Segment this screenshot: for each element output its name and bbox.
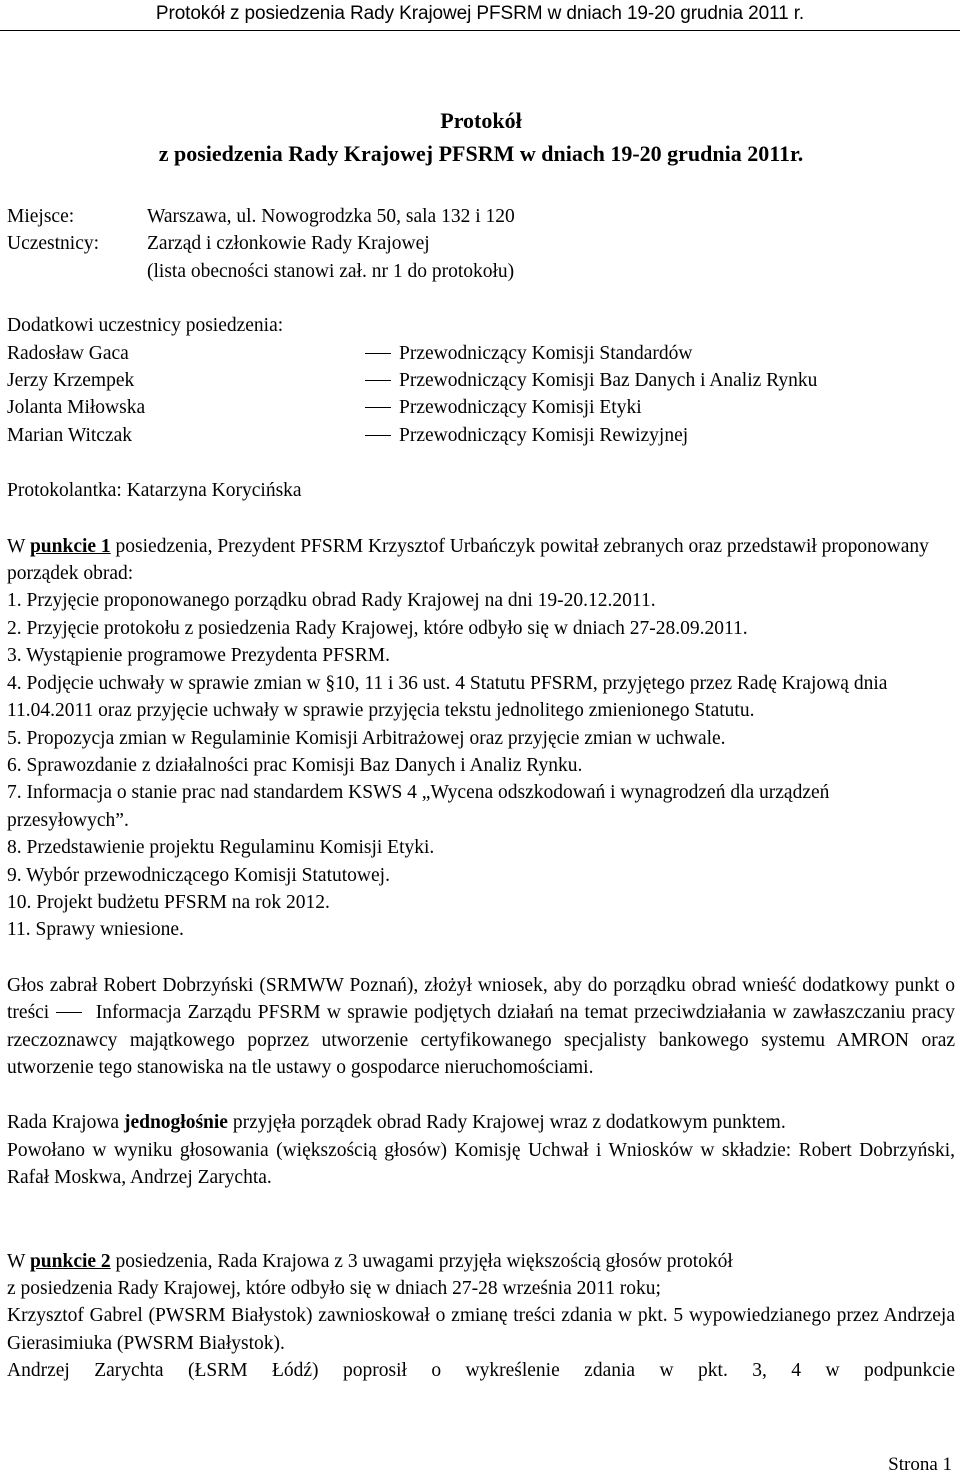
paragraph-dobrzynski: Głos zabrał Robert Dobrzyński (SRMWW Poznań), złożył wniosek, aby do porządku obrad wnieść dodatkowy punkt o treści Informacja Zarządu PFSRM w sprawie podjętych działań na temat przeciwdziałania w zawłaszczaniu pracy rzeczoznawcy majątkowego poprzez utworzenie certyfikowanego specjalisty bankowego systemu AMRON oraz utworzenie tego stanowiska na tle ustawy o gospodarce nieruchomościami.: [7, 974, 955, 1078]
agenda-item: 8. Przedstawienie projektu Regulaminu Komisji Etyki.: [7, 837, 435, 859]
agenda-list: [7, 587, 955, 943]
point2-intro: W punkcie 2 posiedzenia, Rada Krajowa z 3 uwagami przyjęła większością głosów protokół: [7, 1250, 733, 1272]
accept-bold: jednogłośnie: [123, 1112, 228, 1134]
place-row: [7, 203, 955, 230]
dash-icon: [365, 407, 391, 408]
document-body: [7, 104, 955, 1385]
agenda-item: 7. Informacja o stanie prac nad standardem KSWS 4 „Wycena odszkodowań i wynagrodzeń dla urządzeń przesyłowych”.: [7, 782, 830, 831]
person-name: Jolanta Miłowska: [7, 397, 146, 419]
agenda-item: 1. Przyjęcie proponowanego porządku obrad Rady Krajowej na dni 19-20.12.2011.: [7, 590, 656, 612]
additional-person: [7, 340, 955, 367]
point2-line2: z posiedzenia Rady Krajowej, które odbyło się w dniach 27-28 września 2011 roku;: [7, 1278, 661, 1299]
paragraph-zarychta: Andrzej Zarychta (ŁSRM Łódź) poprosił o wykreślenie zdania w pkt. 3, 4 w podpunkcie: [7, 1360, 955, 1382]
agenda-item: 2. Przyjęcie protokołu z posiedzenia Rady Krajowej, które odbyło się w dniach 27-28.09.2011.: [7, 617, 748, 639]
paragraph-commission: Powołano w wyniku głosowania (większością głosów) Komisję Uchwał i Wniosków w składzie: Robert Dobrzyński, Rafał Moskwa, Andrzej Zarychta.: [7, 1139, 955, 1189]
paragraph-gabrel: Krzysztof Gabrel (PWSRM Białystok) zawnioskował o zmianę treści zdania w pkt. 5 wypowiedzianego przez Andrzeja Gierasimiuka (PWSRM Białystok).: [7, 1305, 955, 1354]
page-number: Strona 1: [888, 1454, 952, 1475]
agenda-item: 11. Sprawy wniesione.: [7, 919, 184, 941]
participants-note: (lista obecności stanowi zał. nr 1 do protokołu): [147, 260, 515, 282]
participants-row: [7, 230, 955, 257]
point1-intro: [7, 533, 955, 588]
doc-title: Protokół: [440, 108, 522, 133]
person-role: Przewodniczący Komisji Baz Danych i Analiz Rynku: [399, 370, 818, 392]
agenda-item: 9. Wybór przewodniczącego Komisji Statutowej.: [7, 864, 390, 886]
place-label: Miejsce:: [7, 206, 75, 227]
dash-icon: [365, 435, 391, 436]
additional-person: [7, 367, 955, 394]
participants-value: Zarząd i członkowie Rady Krajowej: [147, 233, 430, 255]
person-name: Marian Witczak: [7, 424, 133, 446]
dash-icon: [56, 1012, 82, 1013]
point1-label: punkcie 1: [29, 535, 111, 557]
recorder: Protokolantka: Katarzyna Korycińska: [7, 480, 302, 502]
agenda-item: 3. Wystąpienie programowe Prezydenta PFSRM.: [7, 645, 390, 667]
person-role: Przewodniczący Komisji Etyki: [399, 397, 642, 419]
agenda-item: 5. Propozycja zmian w Regulaminie Komisji Arbitrażowej oraz przyjęcie zmian w uchwale.: [7, 727, 726, 749]
participants-note-row: [7, 258, 955, 285]
person-name: Radosław Gaca: [7, 342, 129, 364]
agenda-item: 6. Sprawozdanie z działalności prac Komisji Baz Danych i Analiz Rynku.: [7, 754, 583, 776]
paragraph-accept: Rada Krajowa jednogłośnie przyjęła porządek obrad Rady Krajowej wraz z dodatkowym punktem.: [7, 1112, 786, 1134]
person-name: Jerzy Krzempek: [7, 370, 135, 392]
agenda-item: 4. Podjęcie uchwały w sprawie zmian w §10, 11 i 36 ust. 4 Statutu PFSRM, przyjętego przez Radę Krajową dnia 11.04.2011 oraz przyjęcie uchwały w sprawie przyjęcia tekstu jednolitego zmienionego Statutu.: [7, 672, 888, 722]
point2-label: punkcie 2: [29, 1250, 111, 1272]
additional-person: [7, 422, 955, 449]
doc-subtitle: z posiedzenia Rady Krajowej PFSRM w dniach 19-20 grudnia 2011r.: [158, 141, 804, 166]
agenda-item: 10. Projekt budżetu PFSRM na rok 2012.: [7, 891, 330, 913]
participants-label: Uczestnicy:: [7, 233, 100, 255]
additional-person: [7, 394, 955, 421]
additional-heading: Dodatkowi uczestnicy posiedzenia:: [7, 315, 284, 337]
point1-pre: W: [7, 535, 30, 557]
running-header: Protokół z posiedzenia Rady Krajowej PFSRM w dniach 19-20 grudnia 2011 r.: [0, 0, 960, 31]
dash-icon: [365, 380, 391, 381]
place-value: Warszawa, ul. Nowogrodzka 50, sala 132 i 120: [147, 206, 515, 227]
dash-icon: [365, 353, 391, 354]
person-role: Przewodniczący Komisji Rewizyjnej: [399, 424, 689, 446]
person-role: Przewodniczący Komisji Standardów: [399, 342, 693, 364]
point1-text: posiedzenia, Prezydent PFSRM Krzysztof Urbańczyk powitał zebranych oraz przedstawił proponowany porządek obrad:: [7, 535, 929, 585]
